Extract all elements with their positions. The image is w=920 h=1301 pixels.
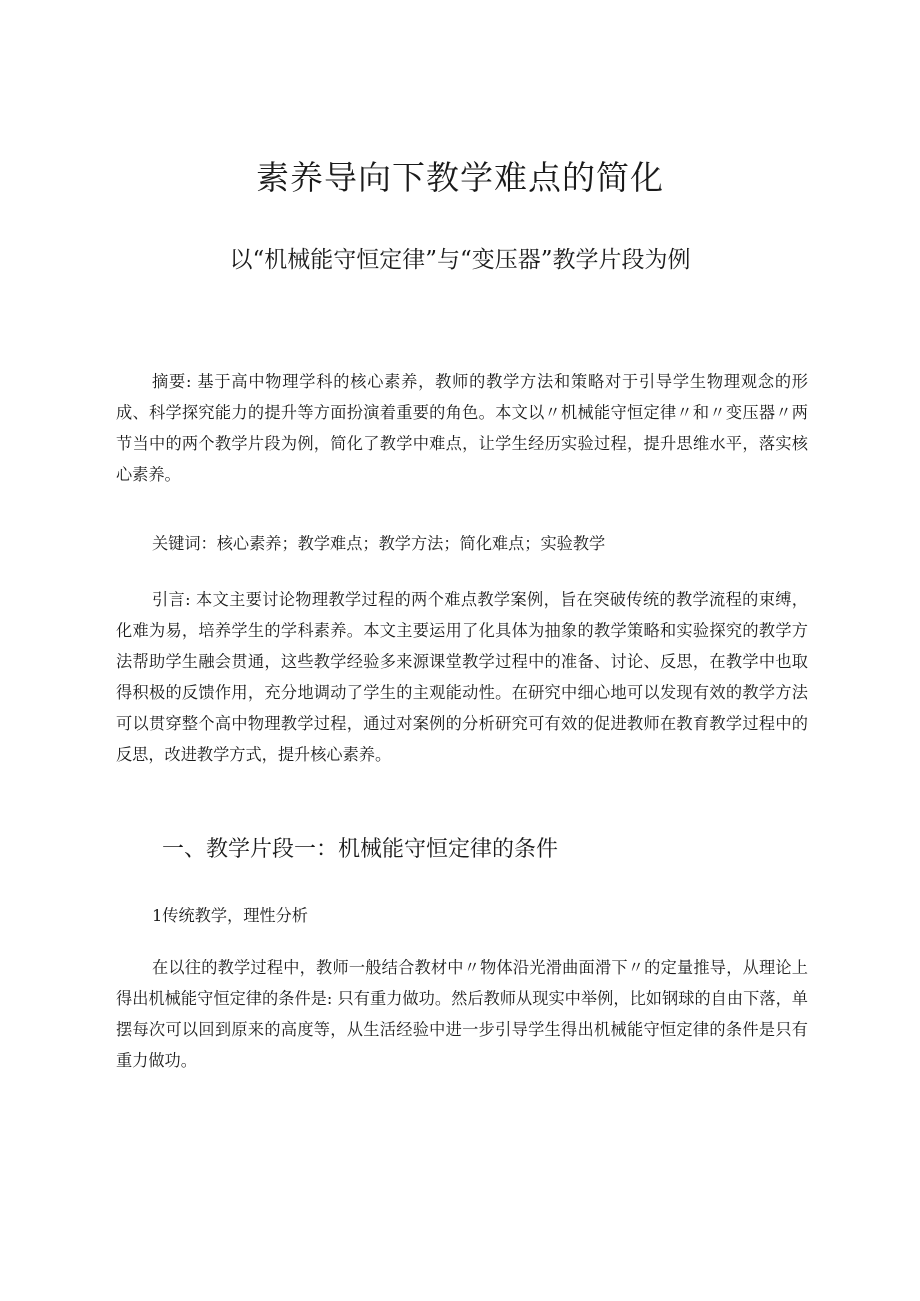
section-heading: 一、教学片段一：机械能守恒定律的条件 (162, 837, 559, 862)
abstract-paragraph: 摘要: 基于高中物理学科的核心素养，教师的教学方法和策略对于引导学生物理观念的形成、科学探究能力的提升等方面扮演着重要的角色。本文以〃机械能守恒定律〃和〃变压器〃两节当中的两个教学片段为例，简化了教学中难点，让学生经历实验过程，提升思维水平，落实核心素养。 (116, 372, 808, 484)
page-title: 素养导向下教学难点的简化 (256, 158, 664, 197)
section-body-paragraph: 在以往的教学过程中，教师一般结合教材中〃物体沿光滑曲面滑下〃的定量推导，从理论上得出机械能守恒定律的条件是: 只有重力做功。然后教师从现实中举例，比如钢球的自由下落，单摆每次可以回到原来的高度等，从生活经验中进一步引导学生得出机械能守恒定律的条件是只有重力做功。 (116, 958, 808, 1070)
keywords-paragraph: 关键词：核心素养；教学难点；教学方法；简化难点；实验教学 (152, 534, 606, 553)
page-subtitle: 以“机械能守恒定律”与“变压器”教学片段为例 (229, 247, 691, 273)
intro-paragraph: 引言: 本文主要讨论物理教学过程的两个难点教学案例，旨在突破传统的教学流程的束缚，化难为易，培养学生的学科素养。本文主要运用了化具体为抽象的教学策略和实验探究的教学方法帮助学生融会贯通，这些教学经验多来源课堂教学过程中的准备、讨论、反思，在教学中也取得积极的反馈作用，充分地调动了学生的主观能动性。在研究中细心地可以发现有效的教学方法可以贯穿整个高中物理教学过程，通过对案例的分析研究可有效的促进教师在教育教学过程中的反思，改进教学方式，提升核心素养。 (116, 590, 808, 764)
section-subheading: 1传统教学，理性分析 (152, 906, 308, 925)
